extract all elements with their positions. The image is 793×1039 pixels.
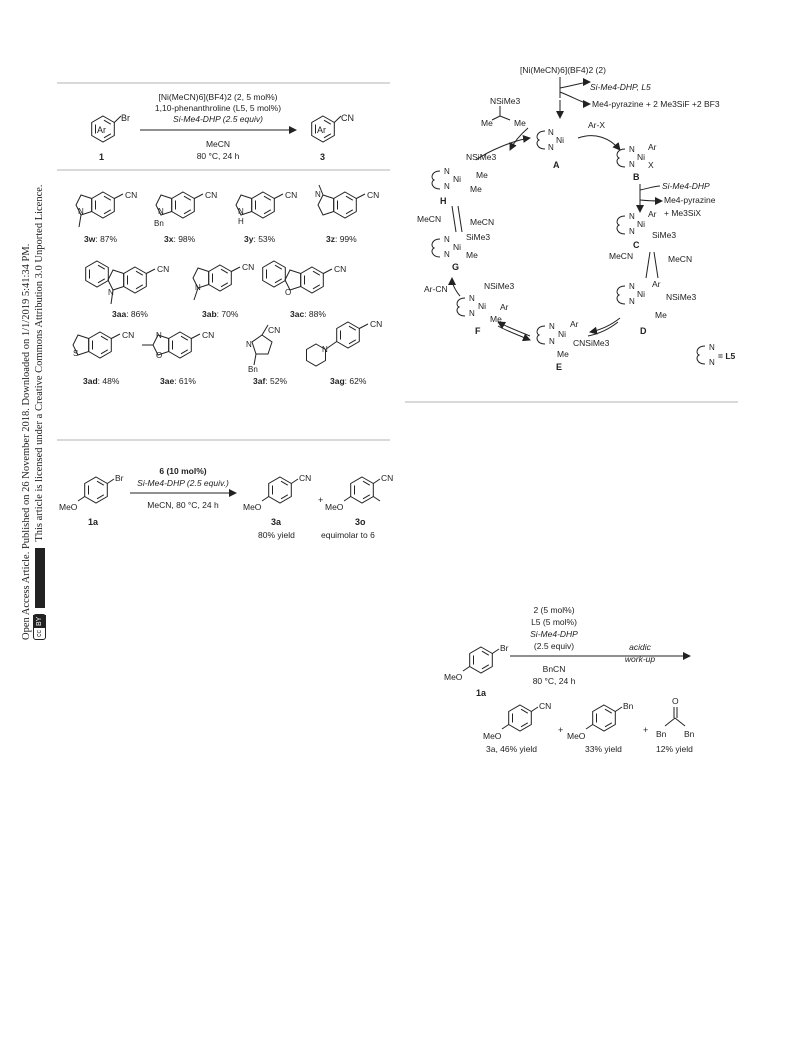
- substrate-table: [73, 185, 382, 386]
- cn-label: CN: [268, 325, 281, 335]
- n-label: N: [238, 207, 244, 216]
- cn-label: CN: [539, 701, 552, 711]
- imine-label: NSiMe3: [490, 96, 521, 106]
- cond-b-2: Si-Me4-DHP (2.5 equiv.): [137, 478, 229, 488]
- sm-1a: [78, 477, 114, 503]
- workup-2: work-up: [624, 654, 656, 664]
- cn-label: CN: [202, 330, 215, 340]
- arx-label: Ar-X: [588, 120, 605, 130]
- bn-label: Bn: [684, 729, 695, 739]
- product-3a: [262, 477, 298, 503]
- cn-label: CN: [285, 190, 298, 200]
- cn-label: CN: [299, 473, 312, 483]
- label-1a: 1a: [88, 517, 99, 527]
- bn-label: Bn: [656, 729, 667, 739]
- pr-ring-label: Ar: [317, 125, 326, 135]
- br-label: Br: [500, 643, 509, 653]
- ni-label: Ni: [556, 135, 565, 145]
- workup-1: acidic: [629, 642, 651, 652]
- o-label: O: [285, 288, 292, 297]
- ar-label: Ar: [648, 142, 657, 152]
- n-label: N: [444, 167, 450, 176]
- meo-label: MeO: [483, 731, 502, 741]
- yield-3z: 3z: 99%: [326, 234, 357, 244]
- n-label: N: [156, 331, 162, 340]
- pr-compound-number: 3: [320, 152, 326, 162]
- l5-key: [697, 346, 705, 364]
- label-F: F: [475, 326, 481, 336]
- label-G: G: [452, 262, 460, 272]
- n-label: N: [444, 235, 450, 244]
- yield-3y: 3y: 53%: [244, 234, 276, 244]
- label-H: H: [440, 196, 447, 206]
- n-label: N: [549, 322, 555, 331]
- br-label: Br: [115, 473, 124, 483]
- n-label: N: [158, 207, 164, 216]
- yield-3ac: 3ac: 88%: [290, 309, 326, 319]
- label-C: C: [633, 240, 640, 250]
- cond-b-3: MeCN, 80 °C, 24 h: [147, 500, 219, 510]
- label-3o: 3o: [355, 517, 366, 527]
- yield-3af: 3af: 52%: [253, 376, 288, 386]
- cn-label: CN: [205, 190, 218, 200]
- cn-label: CN: [122, 330, 135, 340]
- n-label: N: [629, 160, 635, 169]
- pr-sub-label: CN: [341, 113, 354, 123]
- mecn-label: MeCN: [609, 251, 634, 261]
- ni-label: Ni: [478, 301, 487, 311]
- complex-E: [537, 326, 545, 344]
- cond-a-1: [Ni(MeCN)6](BF4)2 (2, 5 mol%): [158, 92, 278, 102]
- o-label: O: [672, 696, 679, 706]
- n-label: N: [549, 337, 555, 346]
- me-label: Me: [557, 349, 569, 359]
- n-label: N: [548, 128, 554, 137]
- n-label: N: [315, 190, 321, 199]
- x-label: X: [648, 160, 654, 170]
- label-1a: 1a: [476, 688, 487, 698]
- cond-c-4: (2.5 equiv): [533, 641, 575, 651]
- yield-3ab: 3ab: 70%: [202, 309, 239, 319]
- arcn-label: Ar-CN: [424, 284, 448, 294]
- cycle-reductant: Si-Me4-DHP, L5: [590, 82, 651, 92]
- n-label: N: [709, 358, 715, 367]
- ni-label: Ni: [637, 219, 646, 229]
- n-label: N: [548, 143, 554, 152]
- me-label: Me: [490, 314, 502, 324]
- substrate-3ag: [307, 322, 369, 366]
- o-label: O: [156, 351, 163, 360]
- me-label: Me: [466, 250, 478, 260]
- cnsime3-label: CNSiMe3: [573, 338, 610, 348]
- cn-label: CN: [381, 473, 394, 483]
- substrate-3ad: [73, 332, 120, 358]
- cond-c-1: 2 (5 mol%): [533, 605, 575, 615]
- label-A: A: [553, 160, 560, 170]
- plus-sign: +: [643, 725, 649, 735]
- complex-D: [617, 286, 625, 304]
- n-label: N: [629, 297, 635, 306]
- ni-label: Ni: [453, 174, 462, 184]
- nsime3-label: NSiMe3: [666, 292, 697, 302]
- sime3-label: SiMe3: [466, 232, 491, 242]
- mecn-label: MeCN: [470, 217, 495, 227]
- meo-label: MeO: [325, 502, 344, 512]
- bn-label: Bn: [154, 219, 164, 228]
- cn-label: CN: [334, 264, 347, 274]
- cond-a-5: 80 °C, 24 h: [196, 151, 240, 161]
- catalytic-cycle: [405, 65, 738, 402]
- product-dibenzyl-ketone: [665, 707, 685, 726]
- yield-bn-anisole: 33% yield: [585, 744, 622, 754]
- cond-a-3: Si-Me4-DHP (2.5 equiv): [173, 114, 263, 124]
- ar-label: Ar: [500, 302, 509, 312]
- product-bn-anisole: [586, 705, 622, 731]
- cn-label: CN: [125, 190, 138, 200]
- product-3o: [344, 477, 380, 503]
- scheme-b: [59, 466, 393, 540]
- n-label: N: [709, 343, 715, 352]
- bn-label: Bn: [248, 365, 258, 374]
- cn-label: CN: [157, 264, 170, 274]
- yield-3a-c: 3a, 46% yield: [486, 744, 538, 754]
- sixbyp-label: + Me3SiX: [664, 208, 702, 218]
- sm-ring-label: Ar: [97, 125, 106, 135]
- n-label: N: [629, 227, 635, 236]
- yield-3ad: 3ad: 48%: [83, 376, 120, 386]
- sm-compound-number: 1: [99, 152, 105, 162]
- meo-label: MeO: [59, 502, 78, 512]
- substrate-3z: [318, 185, 365, 218]
- plus-sign: +: [558, 725, 564, 735]
- scheme-a: [57, 83, 390, 170]
- complex-G: [432, 239, 440, 257]
- n-label: N: [629, 212, 635, 221]
- cycle-catalyst: [Ni(MeCN)6](BF4)2 (2): [520, 65, 606, 75]
- n-label: N: [322, 345, 328, 354]
- ni-label: Ni: [558, 329, 567, 339]
- complex-F: [457, 298, 465, 316]
- n-label: N: [444, 250, 450, 259]
- license-line-1: Open Access Article. Published on 26 November 2018. Downloaded on 1/1/2019 5:41:34 PM.: [21, 243, 32, 640]
- label-E: E: [556, 362, 563, 372]
- mecn-label: MeCN: [668, 254, 693, 264]
- nsime3-label: NSiMe3: [484, 281, 515, 291]
- meo-label: MeO: [567, 731, 586, 741]
- n-label: N: [246, 340, 252, 349]
- ar-label: Ar: [648, 209, 657, 219]
- complex-B: [617, 149, 625, 167]
- h-label: H: [238, 217, 244, 226]
- ar-label: Ar: [652, 279, 661, 289]
- n-label: N: [444, 182, 450, 191]
- yield-3o: equimolar to 6: [321, 530, 375, 540]
- me-label: Me: [470, 184, 482, 194]
- complex-A: [537, 131, 545, 149]
- license-line-2: This article is licensed under a Creative Commons Attribution 3.0 Unported Licence.: [34, 184, 45, 542]
- cc-badge[interactable]: cc BY: [33, 614, 46, 640]
- label-D: D: [640, 326, 647, 336]
- dhp-label: Si-Me4-DHP: [662, 181, 710, 191]
- me-label: Me: [514, 118, 526, 128]
- pyrazine-label: Me4-pyrazine: [664, 195, 716, 205]
- n-label: N: [108, 288, 114, 297]
- n-label: N: [629, 282, 635, 291]
- cond-b-1: 6 (10 mol%): [159, 466, 207, 476]
- cn-label: CN: [367, 190, 380, 200]
- yield-3ae: 3ae: 61%: [160, 376, 196, 386]
- s-label: S: [73, 349, 79, 358]
- mecn-label: MeCN: [417, 214, 442, 224]
- meo-label: MeO: [444, 672, 463, 682]
- substrate-3ae: [142, 332, 200, 358]
- complex-C: [617, 216, 625, 234]
- yield-3w: 3w: 87%: [84, 234, 118, 244]
- me-label: Me: [655, 310, 667, 320]
- cn-label: CN: [370, 319, 383, 329]
- yield-3x: 3x: 98%: [164, 234, 196, 244]
- cond-c-5: BnCN: [542, 664, 566, 674]
- yield-3aa: 3aa: 86%: [112, 309, 148, 319]
- plus-sign: +: [318, 495, 324, 505]
- nsime3-label: NSiMe3: [466, 152, 497, 162]
- cn-label: CN: [242, 262, 255, 272]
- sm-sub-label: Br: [121, 113, 130, 123]
- ar-label: Ar: [570, 319, 579, 329]
- ni-label: Ni: [453, 242, 462, 252]
- substrate-3ac: [263, 261, 332, 293]
- meo-label: MeO: [243, 502, 262, 512]
- me-label: Me: [481, 118, 493, 128]
- n-label: N: [78, 207, 84, 216]
- me-label: Me: [476, 170, 488, 180]
- l5-label: = L5: [718, 351, 736, 361]
- ni-label: Ni: [637, 289, 646, 299]
- scheme-c: [444, 605, 695, 754]
- n-label: N: [195, 283, 201, 292]
- sime3-label: SiMe3: [652, 230, 677, 240]
- ni-label: Ni: [637, 152, 646, 162]
- label-B: B: [633, 172, 640, 182]
- n-label: N: [469, 294, 475, 303]
- yield-ketone: 12% yield: [656, 744, 693, 754]
- cond-a-4: MeCN: [205, 139, 231, 149]
- cond-c-2: L5 (5 mol%): [531, 617, 577, 627]
- cond-c-3: Si-Me4-DHP: [530, 629, 578, 639]
- product-3a-c: [502, 705, 538, 731]
- substrate-3aa: [86, 261, 155, 304]
- complex-H: [432, 171, 440, 189]
- yield-3ag: 3ag: 62%: [330, 376, 367, 386]
- cond-a-2: 1,10-phenanthroline (L5, 5 mol%): [154, 103, 282, 113]
- bn-label: Bn: [623, 701, 634, 711]
- sm-1a-c: [463, 647, 499, 673]
- label-3a: 3a: [271, 517, 282, 527]
- n-label: N: [629, 145, 635, 154]
- yield-3a: 80% yield: [258, 530, 295, 540]
- cycle-byproduct: Me4-pyrazine + 2 Me3SiF +2 BF3: [592, 99, 720, 109]
- cond-c-6: 80 °C, 24 h: [532, 676, 576, 686]
- n-label: N: [469, 309, 475, 318]
